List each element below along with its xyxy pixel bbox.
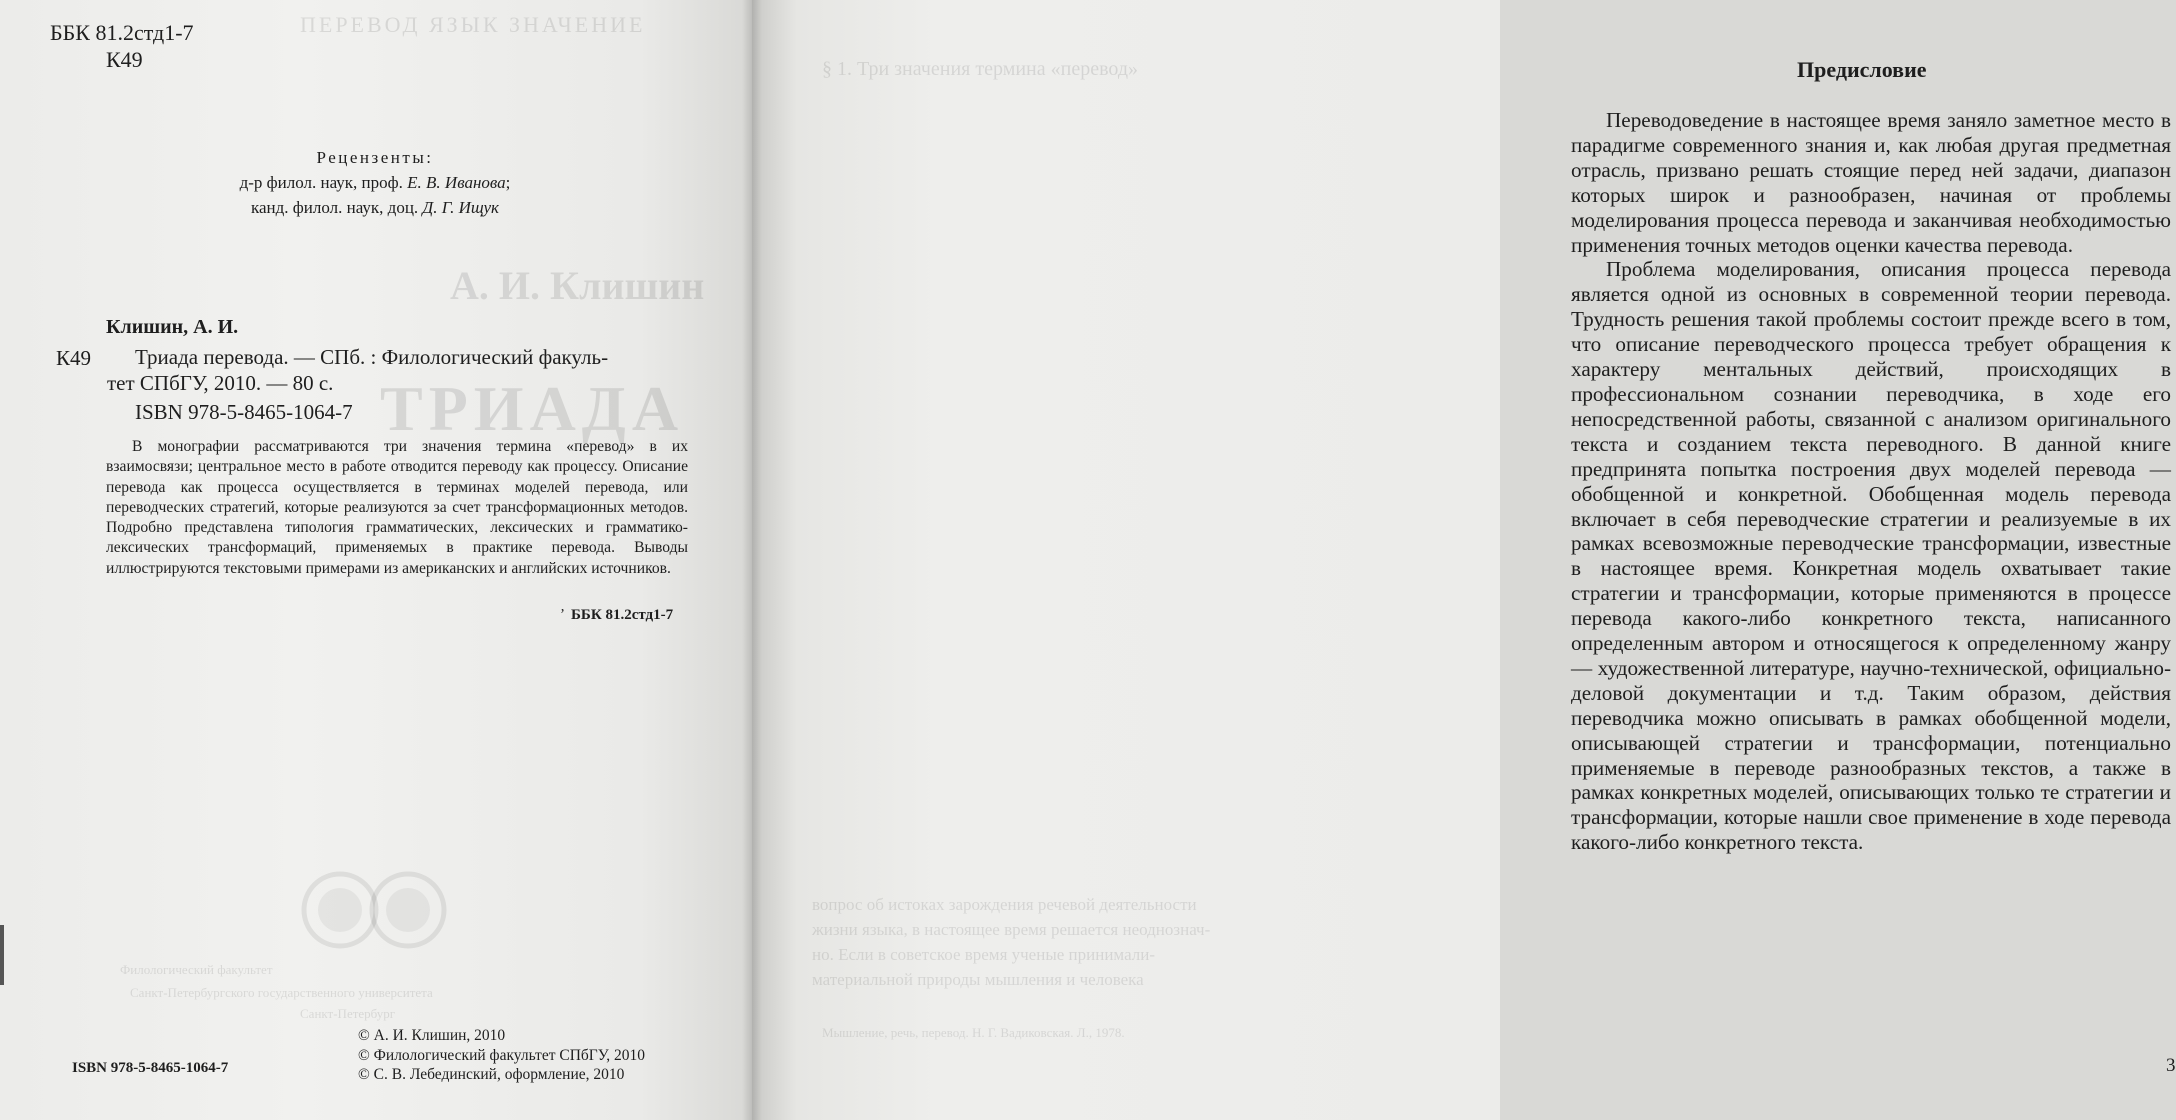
reviewer-1-name: Е. В. Иванова [407,173,506,192]
bleed-through-text: но. Если в советское время ученые принимали- [812,945,1156,964]
book-gutter [742,0,762,1120]
reviewers-block [150,145,600,220]
page-edge-mark [0,925,4,985]
bleed-through-text: ПЕРЕВОД ЯЗЫК ЗНАЧЕНИЕ [300,12,646,37]
bleed-through-text: ТРИАДА [380,373,685,444]
abstract [106,437,688,579]
reviewer-2-name: Д. Г. Ищук [422,198,500,217]
bibliographic-title [107,344,700,396]
bbk-bottom [560,607,673,624]
bleed-through-text: А. И. Клишин [450,263,705,308]
bleed-through-text: Филологический факультет [120,962,273,977]
page-number: 3 [2166,1055,2176,1076]
bleed-through-text: жизни языка, в настоящее время решается неоднознач- [812,920,1211,939]
title-line-1: Триада перевода. — СПб. : Филологический факуль- [135,345,609,369]
copyright-block [358,1026,645,1085]
reviewer-1 [150,170,600,195]
copyright-design: © С. В. Лебединский, оформление, 2010 [358,1066,625,1083]
catalog-sign: К49 [56,346,92,370]
reviewer-2-degree: канд. филол. наук, доц. [250,198,419,217]
bleed-through-text: материальной природы мышления и человека [812,970,1144,989]
author-name: Клишин, А. И. [106,316,239,338]
preface-paragraph: Проблема моделирования, описания процесса перевода является одной из основных в современной теории перевода. Трудность решения такой проблемы состоит прежде всего в том, что описание переводческого процесса требует обращения к характеру ментальных действий, происходящих в профессиональном сознании переводчика, в ходе его непосредственной работы, связанной с анализом оригинального текста и созданием текста переводного. В данной книге предпринята попытка построения двух моделей перевода — обобщенной и конкретной. Обобщенная модель перевода включает в себя переводческие стратегии и реализуемые в их рамках всевозможные переводческие трансформации, известные в настоящее время. Конкретная модель охватывает такие стратегии и трансформации, которые применяются в процессе перевода какого-либо конкретного текста, написанного определенным автором и относящегося к определенному жанру — художественной литературе, научно-технической, официально-деловой документации и т.д. Таким образом, действия переводчика можно описывать в рамках обобщенной модели, описывающей стратегии и трансформации, потенциально применяемые в переводе разнообразных текстов, а также в рамках конкретных моделей, описывающих только те стратегии и трансформации, которые нашли свое применение в ходе перевода какого-либо конкретного текста. [1571,257,2171,855]
page-heading: Предисловие [1797,57,1927,82]
preface-paragraph: Переводоведение в настоящее время заняло заметное место в парадигме современного знания и, как любая другая предметная отрасль, призвано решать стоящие перед ней задачи, диапазон которых широк и разнообразен, начиная от проблемы моделирования процесса перевода и заканчивая необходимостью применения точных методов оценки качества перевода. [1571,108,2171,257]
isbn-bottom: ISBN 978-5-8465-1064-7 [72,1060,229,1076]
bbk-code: ББК 81.2стд1-7 [50,20,194,45]
university-emblem-icon [300,862,450,958]
bleed-through-text: вопрос об истоках зарождения речевой деятельности [812,895,1197,914]
reviewer-1-degree: д-р филол. наук, проф. [239,173,403,192]
abstract-text: В монографии рассматриваются три значения термина «перевод» в их взаимосвязи; центральное место в работе отводится переводу как процессу. Описание перевода как процесса осуществляется в терминах моделей перевода, или переводческих стратегий, которые реализуются за счет трансформационных методов. Подробно представлена типология грамматических, лексических и грамматико-лексических трансформаций, применяемых в практике перевода. Выводы иллюстрируются текстовыми примерами из американских и английских источников. [106,438,688,577]
right-page [752,0,2176,1120]
reviewers-heading: Рецензенты: [316,148,434,167]
bleed-through-text: § 1. Три значения термина «перевод» [822,58,1138,80]
copyright-author: © А. И. Клишин, 2010 [358,1027,506,1044]
title-line-2: тет СПбГУ, 2010. — 80 с. [107,371,334,395]
reviewer-2 [150,195,600,220]
isbn-line: ISBN 978-5-8465-1064-7 [135,400,353,424]
preface-body [1571,108,2171,855]
reviewer-1-suffix: ; [505,173,511,192]
bleed-through-text: Санкт-Петербургского государственного университета [130,985,433,1000]
copyright-faculty: © Филологический факультет СПбГУ, 2010 [358,1046,645,1064]
bleed-through-text: Санкт-Петербург [300,1006,396,1021]
bbk-bottom-code: ББК 81.2стд1-7 [571,607,674,623]
author-sign: К49 [106,47,143,72]
left-page [0,0,752,1120]
bbk-bottom-mark: ʼ [560,607,565,623]
bleed-through-text: Мышление, речь, перевод. Н. Г. Вадиковская. Л., 1978. [822,1025,1125,1040]
